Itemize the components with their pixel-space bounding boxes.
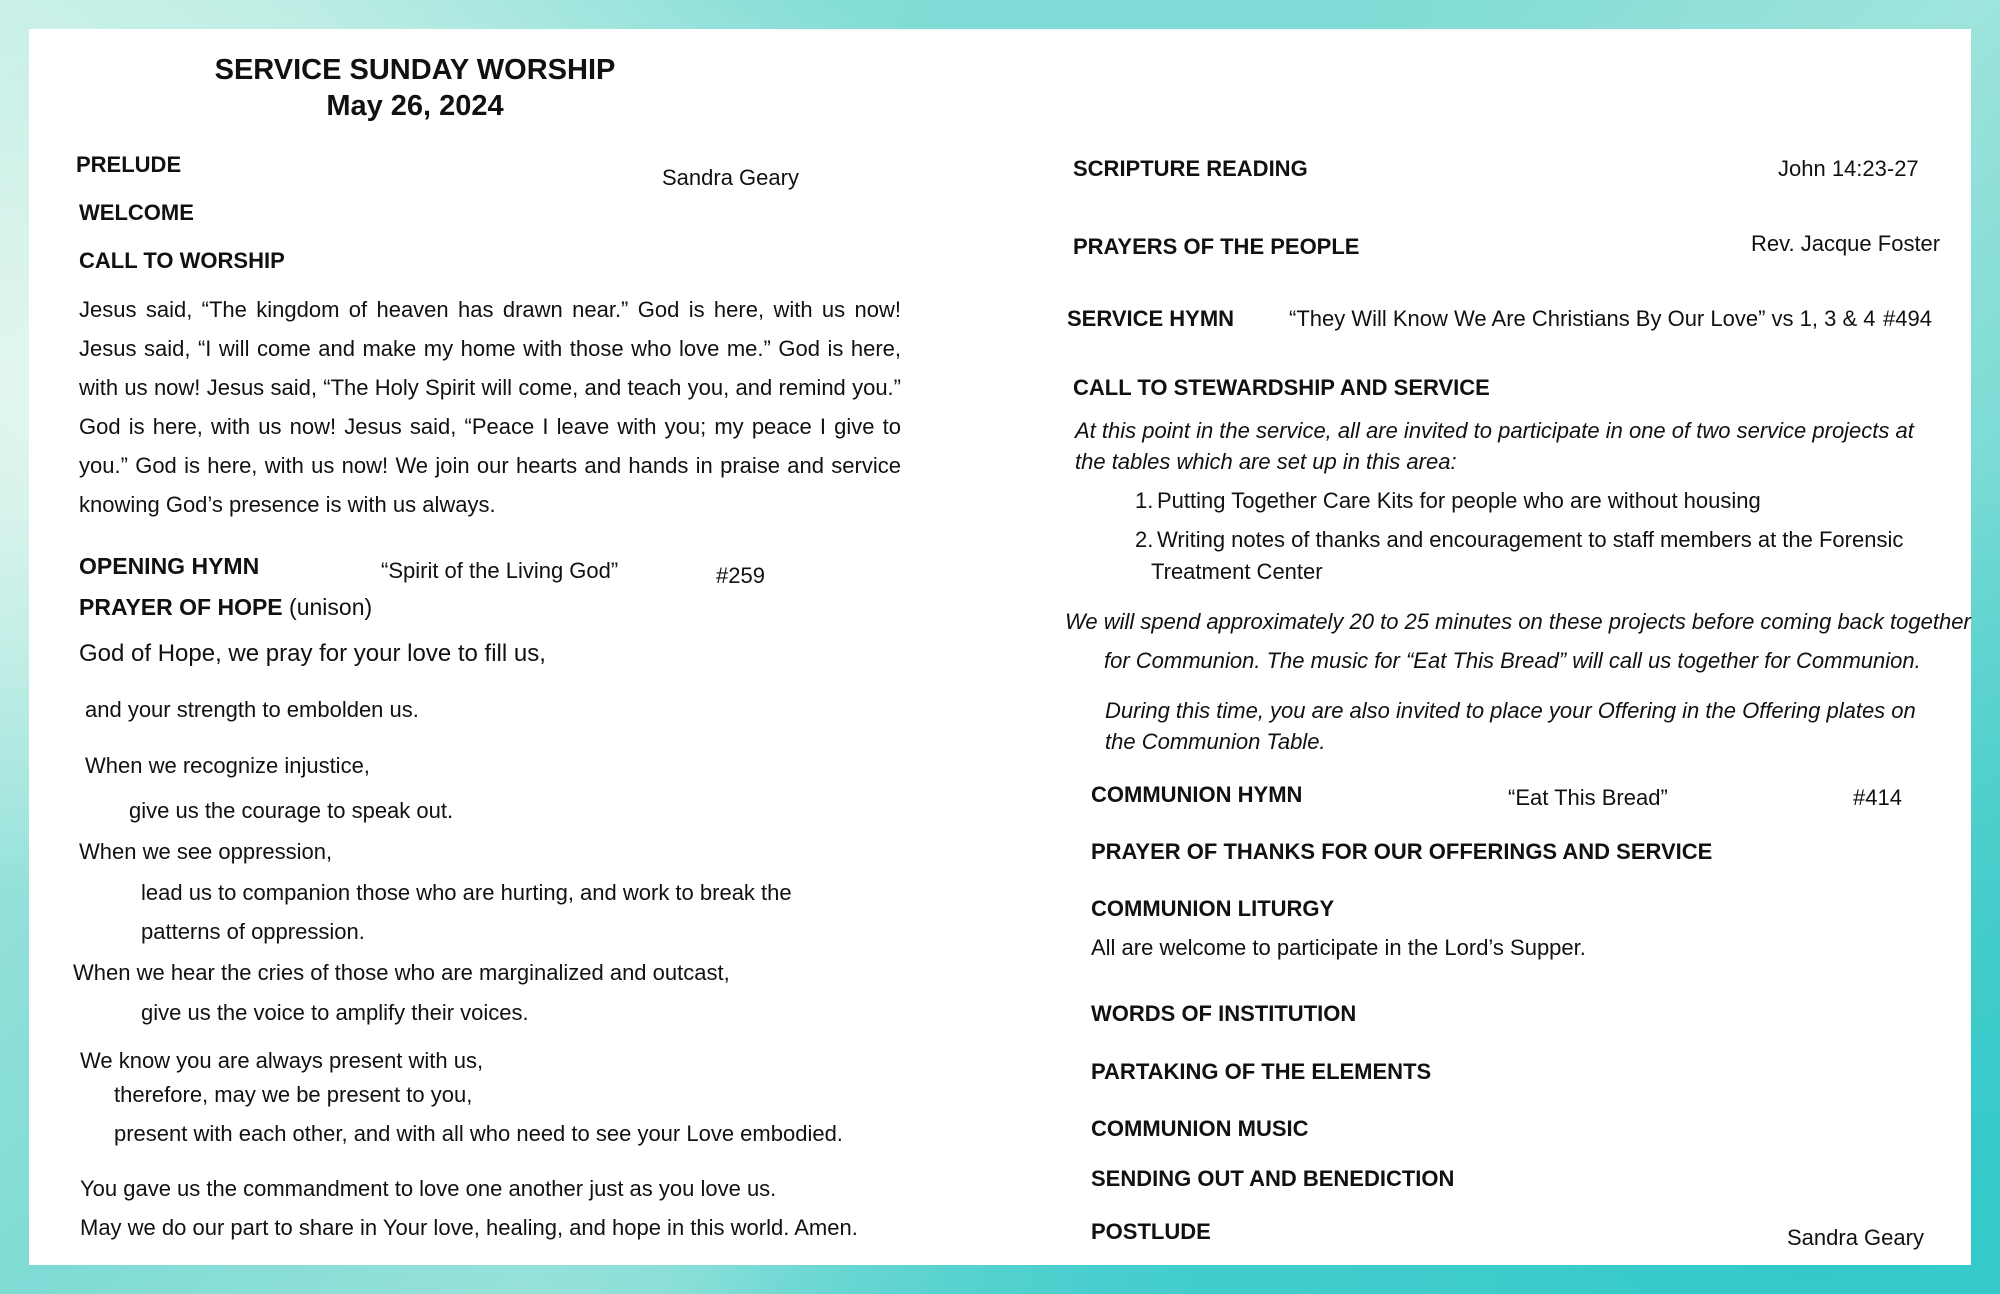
postlude-performer: Sandra Geary (1787, 1225, 1924, 1250)
prayer-line: We know you are always present with us, (80, 1048, 484, 1073)
offering-note: During this time, you are also invited to place your Offering in the Offering plates on the Communion Table. (1105, 698, 1916, 754)
call-to-worship-text: Jesus said, “The kingdom of heaven has drawn near.” God is here, with us now! Jesus said, “I will come and make my home with those who love me.” God is here, with us now! Jesus said, “The Holy Spirit will come, and teach you, and remind you.” God is here, with us now! Jesus said, “Peace I leave with you; my peace I give to you.” God is here, with us now! We join our hearts and hands in praise and service knowing God’s presence is with us always. (79, 297, 901, 517)
prayer-of-thanks-label: PRAYER OF THANKS FOR OUR OFFERINGS AND SERVICE (1091, 839, 1713, 864)
prayer-line: When we hear the cries of those who are marginalized and outcast, (73, 960, 730, 985)
prayers-leader: Rev. Jacque Foster (1751, 231, 1941, 256)
call-to-worship-label: CALL TO WORSHIP (79, 248, 285, 273)
prayer-line: and your strength to embolden us. (85, 697, 419, 722)
service-project-item (1135, 487, 1761, 515)
partaking-label: PARTAKING OF THE ELEMENTS (1091, 1059, 1432, 1084)
prayer-line: patterns of oppression. (141, 919, 365, 944)
communion-liturgy-text: All are welcome to participate in the Lord’s Supper. (1091, 935, 1586, 960)
communion-hymn-label: COMMUNION HYMN (1091, 782, 1303, 807)
prayer-line: When we see oppression, (79, 839, 333, 864)
opening-hymn-number: #259 (716, 563, 765, 588)
scripture-reference: John 14:23-27 (1778, 156, 1919, 181)
prayer-line: give us the courage to speak out. (129, 798, 454, 823)
service-date: May 26, 2024 (326, 90, 504, 122)
stewardship-intro: At this point in the service, all are invited to participate in one of two service projects at the tables which are set up in this area: (1075, 418, 1914, 474)
prayer-of-hope-note: (unison) (289, 594, 373, 620)
list-number: 2. (1135, 527, 1154, 552)
communion-liturgy-label: COMMUNION LITURGY (1091, 896, 1335, 921)
prayer-of-hope-heading (79, 593, 372, 621)
prayer-line: give us the voice to amplify their voices. (141, 1000, 529, 1025)
service-hymn-title: “They Will Know We Are Christians By Our Love” vs 1, 3 & 4 (1289, 306, 1876, 331)
list-number: 1. (1135, 488, 1154, 513)
communion-hymn-title: “Eat This Bread” (1508, 785, 1668, 810)
welcome-label: WELCOME (79, 200, 194, 225)
scripture-reading-label: SCRIPTURE READING (1073, 156, 1308, 181)
stewardship-note: for Communion. The music for “Eat This Bread” will call us together for Communion. (1104, 648, 1921, 673)
prayer-line: present with each other, and with all who need to see your Love embodied. (114, 1121, 843, 1146)
stewardship-label: CALL TO STEWARDSHIP AND SERVICE (1073, 375, 1490, 400)
opening-hymn-title: “Spirit of the Living God” (381, 558, 619, 583)
prayers-of-the-people-label: PRAYERS OF THE PEOPLE (1073, 234, 1360, 259)
prayer-of-hope-label: PRAYER OF HOPE (79, 594, 283, 620)
list-text-continuation: Treatment Center (1151, 559, 1323, 584)
list-text: Writing notes of thanks and encouragement to staff members at the Forensic (1157, 527, 1904, 552)
prelude-label: PRELUDE (76, 152, 182, 177)
service-hymn-label: SERVICE HYMN (1067, 306, 1235, 331)
prayer-line: therefore, may we be present to you, (114, 1082, 473, 1107)
communion-hymn-number: #414 (1853, 785, 1902, 810)
postlude-label: POSTLUDE (1091, 1219, 1211, 1244)
communion-music-label: COMMUNION MUSIC (1091, 1116, 1309, 1141)
prayer-line: God of Hope, we pray for your love to fill us, (79, 640, 546, 667)
stewardship-note: We will spend approximately 20 to 25 minutes on these projects before coming back together (1065, 609, 1971, 634)
opening-hymn-label: OPENING HYMN (79, 553, 260, 579)
prayer-line: May we do our part to share in Your love, healing, and hope in this world. Amen. (80, 1215, 858, 1240)
prayer-line: You gave us the commandment to love one another just as you love us. (80, 1176, 777, 1201)
prayer-line: lead us to companion those who are hurting, and work to break the (141, 880, 792, 905)
list-text: Putting Together Care Kits for people who are without housing (1157, 488, 1761, 513)
prelude-performer: Sandra Geary (662, 165, 799, 190)
service-hymn-number: #494 (1883, 306, 1932, 331)
sending-out-label: SENDING OUT AND BENEDICTION (1091, 1166, 1455, 1191)
prayer-line: When we recognize injustice, (85, 753, 370, 778)
words-of-institution-label: WORDS OF INSTITUTION (1091, 1001, 1357, 1026)
page-title: SERVICE SUNDAY WORSHIP (214, 54, 616, 86)
service-project-item (1135, 526, 1903, 554)
